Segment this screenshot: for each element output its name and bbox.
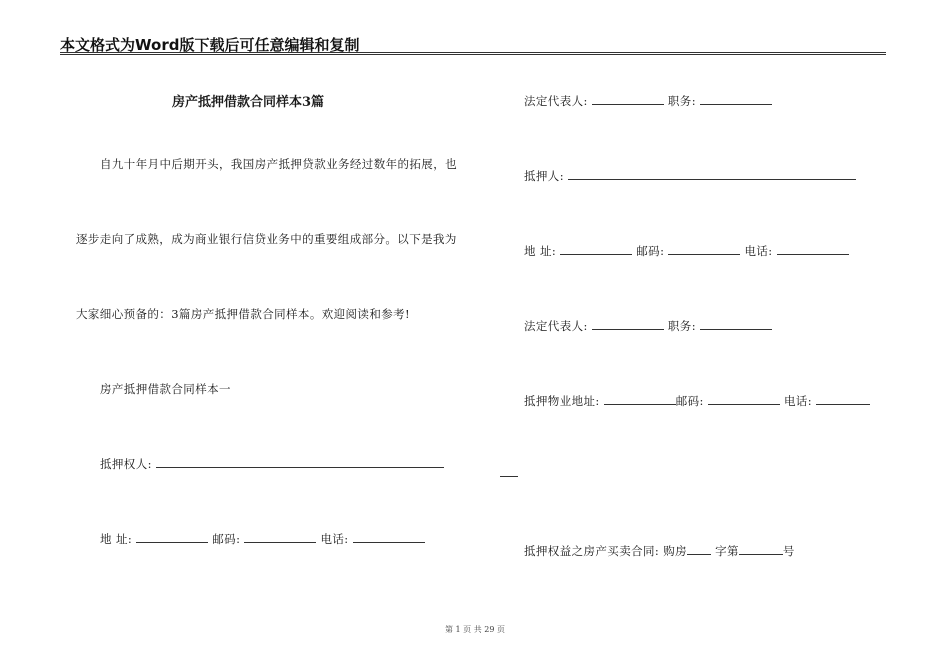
section-title: 房产抵押借款合同样本一 [100, 382, 231, 396]
mortgagee-field [100, 456, 444, 472]
contract-blank-1 [687, 544, 711, 555]
legal-rep-label: 法定代表人: [524, 319, 588, 333]
document-title: 房产抵押借款合同样本3篇 [172, 95, 325, 110]
contract-blank-2 [739, 544, 783, 555]
position-label: 职务: [667, 319, 696, 333]
mortgagee-blank [156, 457, 444, 468]
contract-field [524, 543, 795, 559]
legal-rep-field-2 [524, 318, 772, 334]
page-footer: 第 1 页 共 29 页 [445, 625, 505, 634]
legal-rep-label: 法定代表人: [524, 94, 588, 108]
address-blank [560, 244, 632, 255]
postcode-label: 邮码: [675, 394, 704, 408]
intro-line-2: 逐步走向了成熟，成为商业银行信贷业务中的重要组成部分。以下是我为 [76, 232, 457, 246]
mortgagor-blank [568, 169, 856, 180]
legal-rep-blank [592, 94, 664, 105]
phone-label: 电话: [744, 244, 773, 258]
mortgagor-label: 抵押人: [524, 169, 564, 183]
mortgagor-field [524, 168, 856, 184]
header-divider [60, 52, 886, 55]
address-label: 地 址: [100, 532, 133, 546]
legal-rep-blank [592, 319, 664, 330]
position-blank [700, 319, 772, 330]
postcode-label: 邮码: [212, 532, 241, 546]
address-blank [136, 532, 208, 543]
intro-line-3: 大家细心预备的：3篇房产抵押借款合同样本。欢迎阅读和参考! [76, 307, 411, 321]
postcode-blank [708, 394, 780, 405]
position-blank [700, 94, 772, 105]
left-address-field [100, 531, 425, 547]
legal-rep-field [524, 93, 772, 109]
property-address-label: 抵押物业地址: [524, 394, 600, 408]
phone-label: 电话: [783, 394, 813, 408]
contract-suffix: 号 [782, 544, 795, 558]
phone-label: 电话: [320, 532, 349, 546]
right-address-field [524, 243, 849, 259]
position-label: 职务: [667, 94, 696, 108]
postcode-blank [668, 244, 740, 255]
wrapped-underline-stub [500, 476, 518, 477]
intro-line-1: 自九十年月中后期开头，我国房产抵押贷款业务经过数年的拓展，也 [100, 157, 457, 171]
property-address-blank [604, 394, 676, 405]
postcode-blank [244, 532, 316, 543]
postcode-label: 邮码: [636, 244, 665, 258]
phone-blank [777, 244, 849, 255]
phone-blank [816, 394, 870, 405]
mortgagee-label: 抵押权人: [100, 457, 152, 471]
address-label: 地 址: [524, 244, 557, 258]
contract-prefix: 抵押权益之房产买卖合同: 购房 [524, 544, 688, 558]
phone-blank [353, 532, 425, 543]
page-header-title: 本文格式为Word版下载后可任意编辑和复制 [60, 36, 360, 54]
contract-mid: 字第 [715, 544, 739, 558]
property-address-field [524, 393, 870, 409]
